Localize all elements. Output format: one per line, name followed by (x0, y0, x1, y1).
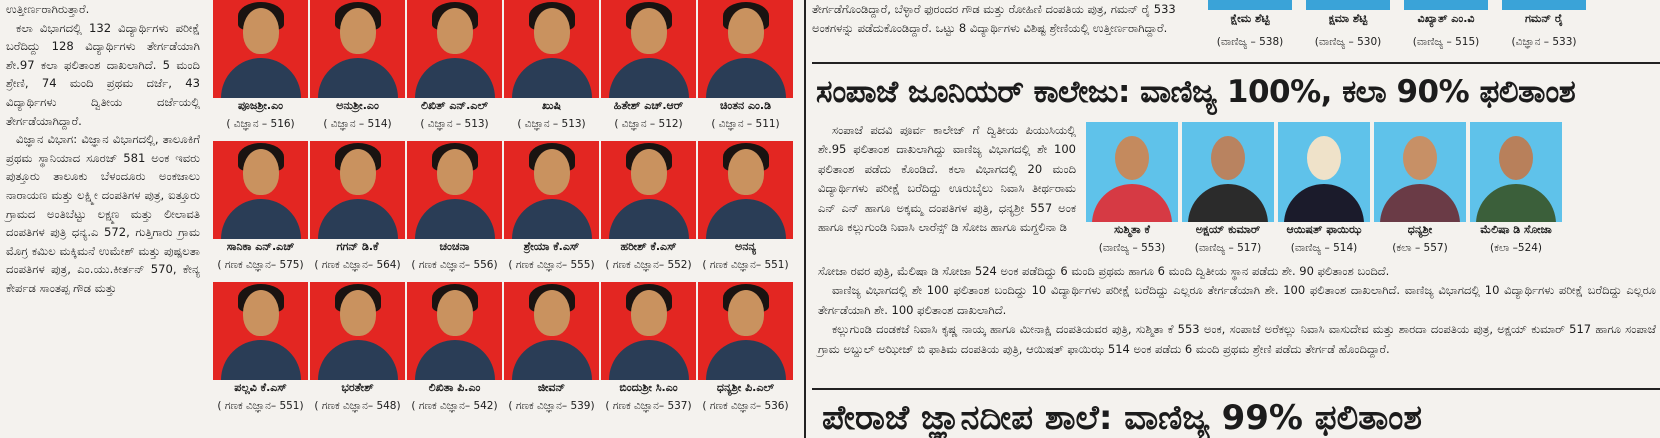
article-intro-text: ಸಂಪಾಜೆ ಪದವಿ ಪೂರ್ವ ಕಾಲೇಜ್ ಗೆ ದ್ವಿತೀಯ ಪಿಯುಸಿಯಲ್ಲಿ ಶೇ.95 ಫಲಿತಾಂಶ ದಾಖಲಾಗಿದ್ದು ವಾಣಿಜ್ಯ ವಿಭಾಗದಲ್ಲಿ ಶೇ 100 ಫಲಿತಾಂಶ ಪಡೆದು ಕೊಂಡಿದೆ. ಕಲಾ ವಿಭಾಗದಲ್ಲಿ 20 ಮಂದಿ ವಿದ್ಯಾರ್ಥಿಗಳು ಪರೀಕ್ಷೆ ಬರೆದಿದ್ದು ಊರುಬೈಲು ನಿವಾಸಿ ತೀರ್ಥರಾಮ ಎನ್ ಎನ್ ಹಾಗೂ ಅಕ್ಕಮ್ಮ ದಂಪತಿಗಳ ಪುತ್ರಿ, ಧನ್ಯಶ್ರೀ 557 ಅಂಕ ಹಾಗೂ ಕಲ್ಲುಗುಂಡಿ ನಿವಾಸಿ ಲಾರೆನ್ಸ್ ಡಿ ಸೋಜ ಹಾಗೂ ಮಗ್ದಲಿನಾ ಡಿ (818, 123, 1076, 235)
student-name: ವಿಖ್ಯಾತ್ ಎಂ.ವಿ (1417, 12, 1475, 25)
student-photo (504, 282, 599, 380)
student-photo (213, 141, 308, 239)
student-photo (213, 282, 308, 380)
student-name: ಮೆಲಿಷಾ ಡಿ ಸೋಜಾ (1480, 223, 1552, 236)
photo-uniform (512, 58, 592, 98)
left-para-0: ಉತ್ತೀರ್ಣರಾಗಿರುತ್ತಾರೆ. (6, 2, 90, 16)
article-para-0: ಸೋಜಾ ರವರ ಪುತ್ರಿ, ಮೆಲಿಷಾ ಡಿ ಸೋಜಾ 524 ಅಂಕ ಪಡೆದಿದ್ದು 6 ಮಂದಿ ಪ್ರಥಮ ಹಾಗೂ 6 ಮಂದಿ ದ್ವಿತೀಯ ಸ್ಥಾನ ಪಡೆದು ಶೇ. 90 ಫಲಿತಾಂಶ ಬಂದಿದೆ. (818, 264, 1390, 278)
student-score: ( ವಿಜ್ಞಾನ – 513) (517, 118, 586, 130)
student-score: (ವಾಣಿಜ್ಯ – 514) (1290, 242, 1358, 254)
photo-uniform (512, 340, 592, 380)
student-photo (1182, 122, 1274, 222)
student-photo (504, 0, 599, 98)
student-score: ( ವಿಜ್ಞಾನ – 512) (614, 118, 683, 130)
photo-uniform (221, 58, 301, 98)
student-score: ( ಗಣಕ ವಿಜ್ಞಾನ– 575) (217, 259, 304, 271)
photo-face (631, 8, 667, 54)
student-score: (ವಾಣಿಜ್ಯ – 517) (1194, 242, 1262, 254)
student-name: ಲಿಖಿತಾ ಪಿ.ಎಂ (428, 381, 481, 394)
student-photo (213, 0, 308, 98)
student-photo (1404, 0, 1488, 10)
photo-face (534, 149, 570, 195)
article-intro (818, 121, 1076, 237)
student-score: ( ಗಣಕ ವಿಜ್ಞಾನ– 551) (217, 400, 304, 412)
photo-face (631, 149, 667, 195)
student-name: ಧನ್ಯಶ್ರೀ (1407, 223, 1433, 236)
photo-uniform (512, 199, 592, 239)
photo-uniform (706, 58, 786, 98)
photo-face (631, 290, 667, 336)
article-para-1: ವಾಣಿಜ್ಯ ವಿಭಾಗದಲ್ಲಿ ಶೇ 100 ಫಲಿತಾಂಶ ಬಂದಿದ್ದು 10 ವಿದ್ಯಾರ್ಥಿಗಳು ಪರೀಕ್ಷೆ ಬರೆದಿದ್ದು ಎಲ್ಲರೂ ತೇರ್ಗಡೆಯಾಗಿ ಶೇ. 100 ಫಲಿತಾಂಶ ದಾಖಲಾಗಿದೆ. ವಾಣಿಜ್ಯ ವಿಭಾಗದಲ್ಲಿ 10 ವಿದ್ಯಾರ್ಥಿಗಳು ಪರೀಕ್ಷೆ ಬರೆದಿದ್ದು ಎಲ್ಲರೂ ತೇರ್ಗಡೆಯಾಗಿ ಶೇ. 100 ಫಲಿತಾಂಶ ದಾಖಲಾಗಿದೆ. (818, 283, 1656, 317)
photo-uniform (609, 340, 689, 380)
photo-face (728, 149, 764, 195)
student-photo (1502, 0, 1586, 10)
student-score: (ವಾಣಿಜ್ಯ – 530) (1314, 36, 1382, 48)
student-score: ( ವಿಜ್ಞಾನ – 516) (226, 118, 295, 130)
photo-uniform (706, 340, 786, 380)
photo-uniform (221, 199, 301, 239)
student-photo (1374, 122, 1466, 222)
student-photo (1208, 0, 1292, 10)
student-name: ಬಿಂದುಶ್ರೀ ಸಿ.ಎಂ (619, 381, 678, 394)
student-score: ( ಗಣಕ ವಿಜ್ಞಾನ– 552) (605, 259, 692, 271)
student-photo (698, 141, 793, 239)
photo-clothing (1092, 184, 1172, 222)
photo-face (437, 8, 473, 54)
student-photo (1470, 122, 1562, 222)
student-photo (407, 282, 502, 380)
photo-face (534, 290, 570, 336)
photo-face (243, 290, 279, 336)
photo-uniform (318, 58, 398, 98)
bottom-headline: ಪೇರಾಜೆ ಜ್ಞಾನದೀಪ ಶಾಲೆ: ವಾಣಿಜ್ಯ 99% ಫಲಿತಾಂಶ (822, 398, 1422, 438)
student-name: ಅಕ್ಷಯ್ ಕುಮಾರ್ (1195, 223, 1261, 236)
student-score: (ವಾಣಿಜ್ಯ – 515) (1412, 36, 1480, 48)
left-para-2: ವಿಜ್ಞಾನ ವಿಭಾಗ: ವಿಜ್ಞಾನ ವಿಭಾಗದಲ್ಲಿ, ತಾಲೂಕಿಗೆ ಪ್ರಥಮ ಸ್ಥಾನಿಯಾದ ಸೂರಜ್ 581 ಅಂಕ ಇವರು ಪುತ್ತೂರು ತಾಲೂಕು ಬೆಳಂದೂರು ಅಂಕಜಾಲು ನಾರಾಯಣ ಮತ್ತು ಲಕ್ಷ್ಮೀ ದಂಪತಿಗಳ ಪುತ್ರ, ಐತ್ತೂರು ಗ್ರಾಮದ ಅಂತಿಬೆಟ್ಟು ಲಕ್ಷ್ಮಣ ಮತ್ತು ಲೀಲಾವತಿ ದಂಪತಿಗಳ ಪುತ್ರಿ ಧನ್ಯ.ಎ 572, ಗುತ್ತಿಗಾರು ಗ್ರಾಮ ಮೊಗ್ರ ಕಮಿಲ ಮಕ್ಕಿಮನೆ ಉಮೇಶ್ ಮತ್ತು ಪುಷ್ಪಲತಾ ದಂಪತಿಗಳ ಪುತ್ರ, ಎಂ.ಯು.ಕೀರ್ತನ್ 570, ಕೇನ್ಯ ಕೇರ್ಪಡ ಸಾಂತಪ್ಪ ಗೌಡ ಮತ್ತು (6, 132, 200, 295)
student-name: ಚಿಂತನ ಎಂ.ಡಿ (719, 99, 772, 112)
student-score: ( ಗಣಕ ವಿಜ್ಞಾನ– 555) (508, 259, 595, 271)
photo-face (340, 149, 376, 195)
photo-clothing (1284, 184, 1364, 222)
student-photo (601, 282, 696, 380)
student-name: ಹಿತೇಶ್ ಎಚ್.ಆರ್ (613, 99, 684, 112)
student-photo (1306, 0, 1390, 10)
student-name: ಭರತೇಶ್ (341, 381, 374, 394)
top-continuation-text: ತೇರ್ಗಡೆಗೊಂಡಿದ್ದಾರೆ, ಬೆಳ್ಳಾರೆ ಫುರಂದರ ಗೌಡ ಮತ್ತು ರೋಹಿಣಿ ದಂಪತಿಯ ಪುತ್ರ, ಗಮನ್ ರೈ 533 ಅಂಕಗಳನ್ನು ಪಡೆದುಕೊಂಡಿದ್ದಾರೆ. ಒಟ್ಟು 8 ವಿದ್ಯಾರ್ಥಿಗಳು ವಿಶಿಷ್ಟ ಶ್ರೇಣಿಯಲ್ಲಿ ಉತ್ತೀರ್ಣರಾಗಿದ್ದಾರೆ. (812, 2, 1176, 35)
student-name: ಗಮನ್ ರೈ (1524, 12, 1564, 25)
photo-face (437, 149, 473, 195)
article-body (818, 262, 1656, 359)
student-photo (698, 0, 793, 98)
left-para-1: ಕಲಾ ವಿಭಾಗದಲ್ಲಿ 132 ವಿದ್ಯಾರ್ಥಿಗಳು ಪರೀಕ್ಷೆ ಬರೆದಿದ್ದು 128 ವಿದ್ಯಾರ್ಥಿಗಳು ತೇರ್ಗಡೆಯಾಗಿ ಶೇ.97 ಕಲಾ ಫಲಿತಾಂಶ ದಾಖಲಾಗಿದೆ. 5 ಮಂದಿ ಶ್ರೇಣಿ, 74 ಮಂದಿ ಪ್ರಥಮ ದರ್ಜೆ, 43 ವಿದ್ಯಾರ್ಥಿಗಳು ದ್ವಿತೀಯ ದರ್ಜೆಯಲ್ಲಿ ತೇರ್ಗಡೆಯಾಗಿದ್ದಾರೆ. (6, 20, 200, 128)
photo-uniform (609, 199, 689, 239)
photo-clothing (1188, 184, 1268, 222)
photo-face (340, 8, 376, 54)
headline-rule-top (812, 62, 1660, 64)
student-score: ( ಗಣಕ ವಿಜ್ಞಾನ– 539) (508, 400, 595, 412)
student-photo (601, 0, 696, 98)
student-photo (601, 141, 696, 239)
photo-uniform (415, 340, 495, 380)
left-column (0, 0, 206, 438)
student-name: ಪೂಜಶ್ರೀ.ಎಂ (237, 99, 284, 112)
student-score: ( ಗಣಕ ವಿಜ್ಞಾನ– 536) (702, 400, 789, 412)
student-photo (407, 0, 502, 98)
student-score: ( ವಿಜ್ಞಾನ – 513) (420, 118, 489, 130)
student-score: ( ಗಣಕ ವಿಜ್ಞಾನ– 551) (702, 259, 789, 271)
student-score: (ಕಲಾ – 557) (1392, 242, 1448, 254)
student-name: ಕ್ಷಮಾ ಶೆಟ್ಟಿ (1328, 12, 1368, 25)
photo-face (1115, 136, 1149, 180)
student-name: ಅನುಶ್ರೀ.ಎಂ (336, 99, 379, 112)
column-divider (804, 0, 806, 438)
student-photo (504, 141, 599, 239)
photo-uniform (415, 58, 495, 98)
photo-face (1307, 136, 1341, 180)
student-name: ಧನ್ಯಶ್ರೀ ಪಿ.ಎಲ್ (716, 381, 775, 394)
student-photo (698, 282, 793, 380)
student-name: ಅನನ್ಯ (735, 240, 756, 253)
student-name: ಗಗನ್ ಡಿ.ಕೆ (336, 240, 379, 253)
student-score: ( ವಿಜ್ಞಾನ – 514) (323, 118, 392, 130)
student-score: ( ಗಣಕ ವಿಜ್ಞಾನ– 556) (411, 259, 498, 271)
photo-face (1499, 136, 1533, 180)
student-photo (1278, 122, 1370, 222)
photo-clothing (1380, 184, 1460, 222)
student-photo (1086, 122, 1178, 222)
student-score: (ಕಲಾ –524) (1489, 242, 1543, 254)
article-para-2: ಕಲ್ಲುಗುಂಡಿ ದಂಡಕಜೆ ನಿವಾಸಿ ಕೃಷ್ಣ ನಾಯ್ಕ ಹಾಗೂ ಮೀನಾಕ್ಷಿ ದಂಪತಿಯವರ ಪುತ್ರಿ, ಸುಶ್ಮಿತಾ ಕೆ 553 ಅಂಕ, ಸಂಪಾಜೆ ಅರೆಕಲ್ಲು ನಿವಾಸಿ ವಾಸುದೇವ ಮತ್ತು ಶಾರದಾ ದಂಪತಿಯ ಪುತ್ರ, ಅಕ್ಷಯ್ ಕುಮಾರ್ 517 ಹಾಗೂ ಸಂಪಾಜೆ ಗ್ರಾಮ ಅಬ್ದುಲ್ ಅಝೀಜ್ ಬಿ ಫಾತಿಮ ದಂಪತಿಯ ಪುತ್ರಿ, ಆಯಿಷತ್ ಫಾಯಿಝ 514 ಅಂಕ ಪಡೆದು 6 ಮಂದಿ ಪ್ರಥಮ ಶ್ರೇಣಿ ಪಡೆದು ತೇರ್ಗಡೆ ಹೊಂದಿದ್ದಾರೆ. (818, 322, 1656, 356)
student-photo (407, 141, 502, 239)
student-name: ಶ್ರೇಯಾ ಕೆ.ಎಸ್ (523, 240, 580, 253)
student-name: ಕ್ಷೇಮ ಶೆಟ್ಟಿ (1230, 12, 1270, 25)
photo-clothing (1476, 184, 1556, 222)
student-name: ಪಲ್ಲವಿ ಕೆ.ಎಸ್ (234, 381, 287, 394)
right-column (812, 0, 1660, 438)
student-name: ಜೀವನ್ (537, 381, 566, 394)
article-headline: ಸಂಪಾಜೆ ಜೂನಿಯರ್ ಕಾಲೇಜು: ವಾಣಿಜ್ಯ 100%, ಕಲಾ 90% ಫಲಿತಾಂಶ (816, 74, 1576, 110)
student-name: ಸುಶ್ಮಿತಾ ಕೆ (1114, 223, 1150, 236)
photo-uniform (609, 58, 689, 98)
headline-rule-bottom (812, 388, 1660, 390)
student-score: ( ವಿಜ್ಞಾನ – 511) (711, 118, 780, 130)
photo-face (1211, 136, 1245, 180)
student-score: ( ಗಣಕ ವಿಜ್ಞಾನ– 548) (314, 400, 401, 412)
photo-face (728, 8, 764, 54)
student-photo (310, 0, 405, 98)
photo-uniform (706, 199, 786, 239)
student-name: ಆಯಿಷತ್ ಫಾಯಿಝ (1286, 223, 1362, 236)
student-score: ( ಗಣಕ ವಿಜ್ಞಾನ– 537) (605, 400, 692, 412)
photo-face (340, 290, 376, 336)
student-score: ( ಗಣಕ ವಿಜ್ಞಾನ– 542) (411, 400, 498, 412)
photo-uniform (318, 199, 398, 239)
student-score: ( ಗಣಕ ವಿಜ್ಞಾನ– 564) (314, 259, 401, 271)
student-name: ಚಂಚನಾ (439, 240, 470, 253)
student-photo (310, 282, 405, 380)
photo-face (1403, 136, 1437, 180)
photo-face (534, 8, 570, 54)
student-name: ಲಿಖಿತ್ ಎನ್.ಎಲ್ (420, 99, 489, 112)
student-score: (ವಾಣಿಜ್ಯ – 553) (1098, 242, 1166, 254)
student-score: (ವಾಣಿಜ್ಯ – 538) (1216, 36, 1284, 48)
photo-face (437, 290, 473, 336)
student-score: (ವಿಜ್ಞಾನ – 533) (1511, 36, 1577, 48)
photo-uniform (415, 199, 495, 239)
photo-face (243, 8, 279, 54)
student-photo (310, 141, 405, 239)
photo-uniform (221, 340, 301, 380)
photo-face (243, 149, 279, 195)
student-photo-grid (210, 0, 830, 438)
student-name: ಹರೀಶ್ ಕೆ.ಎಸ್ (620, 240, 677, 253)
student-name: ಖುಷಿ (542, 99, 561, 112)
photo-face (728, 290, 764, 336)
photo-uniform (318, 340, 398, 380)
student-name: ಸಾನಿಕಾ ಎನ್.ಎಚ್ (226, 240, 295, 253)
